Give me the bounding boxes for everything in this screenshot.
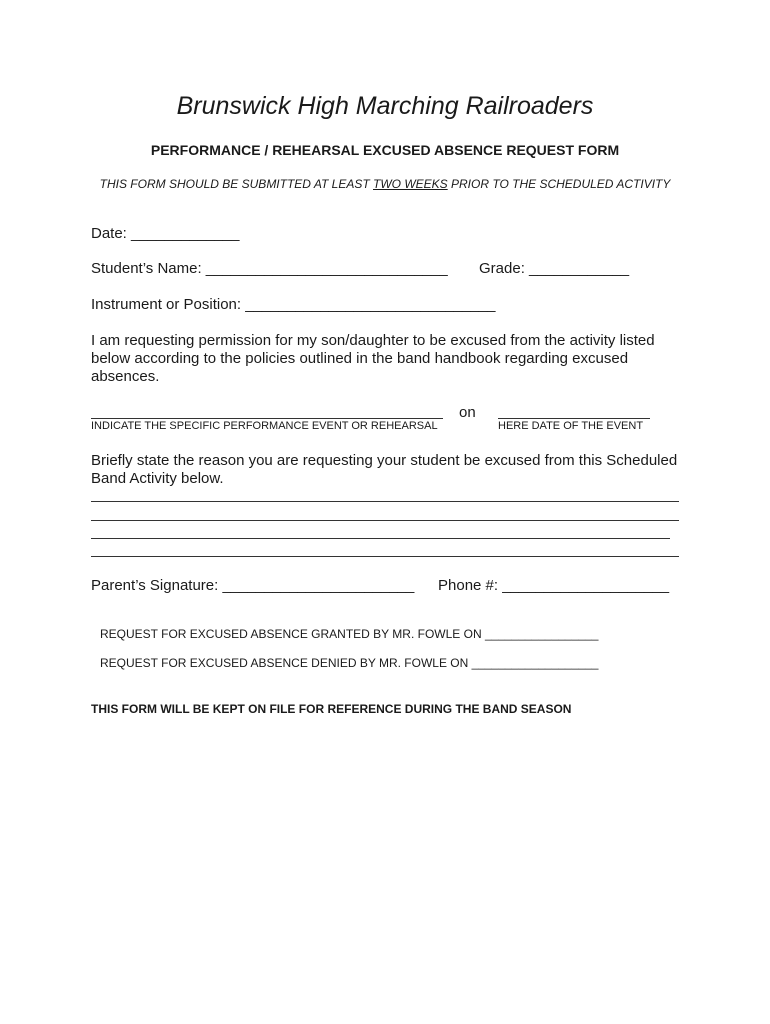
grade-field[interactable]: Grade: ____________ [479, 260, 630, 277]
file-note: THIS FORM WILL BE KEPT ON FILE FOR REFERENCE DURING THE BAND SEASON [91, 702, 572, 716]
denied-line[interactable]: REQUEST FOR EXCUSED ABSENCE DENIED BY MR. FOWLE ON ___________________ [100, 656, 599, 670]
request-statement: I am requesting permission for my son/daughter to be excused from the activity listed below according to the policies outlined in the band handbook regarding excused absences. [91, 332, 655, 385]
notice-prefix: THIS FORM SHOULD BE SUBMITTED AT LEAST [99, 177, 373, 191]
instrument-field[interactable]: Instrument or Position: ______________________________ [91, 296, 496, 313]
notice-suffix: PRIOR TO THE SCHEDULED ACTIVITY [447, 177, 671, 191]
reason-prompt: Briefly state the reason you are requesting your student be excused from this Scheduled Band Activity below. [91, 452, 678, 487]
event-date-caption: HERE DATE OF THE EVENT [498, 420, 644, 432]
parent-signature-field[interactable]: Parent’s Signature: _______________________ [91, 577, 415, 594]
reason-line[interactable] [91, 538, 670, 539]
event-line[interactable] [91, 418, 443, 419]
school-title: Brunswick High Marching Railroaders [176, 92, 594, 120]
reason-line[interactable] [91, 520, 679, 521]
form-title: PERFORMANCE / REHEARSAL EXCUSED ABSENCE REQUEST FORM [150, 142, 620, 158]
notice-emphasis: TWO WEEKS [373, 177, 448, 191]
date-field[interactable]: Date: _____________ [91, 225, 240, 242]
event-caption: INDICATE THE SPECIFIC PERFORMANCE EVENT OR REHEARSAL [91, 420, 438, 432]
on-label: on [459, 404, 476, 421]
reason-line[interactable] [91, 501, 679, 502]
reason-line[interactable] [91, 556, 679, 557]
submission-notice [0, 177, 770, 192]
granted-line[interactable]: REQUEST FOR EXCUSED ABSENCE GRANTED BY MR. FOWLE ON _________________ [100, 627, 599, 641]
phone-field[interactable]: Phone #: ____________________ [438, 577, 670, 594]
student-name-field[interactable]: Student’s Name: _____________________________ [91, 260, 448, 277]
event-date-line[interactable] [498, 418, 650, 419]
